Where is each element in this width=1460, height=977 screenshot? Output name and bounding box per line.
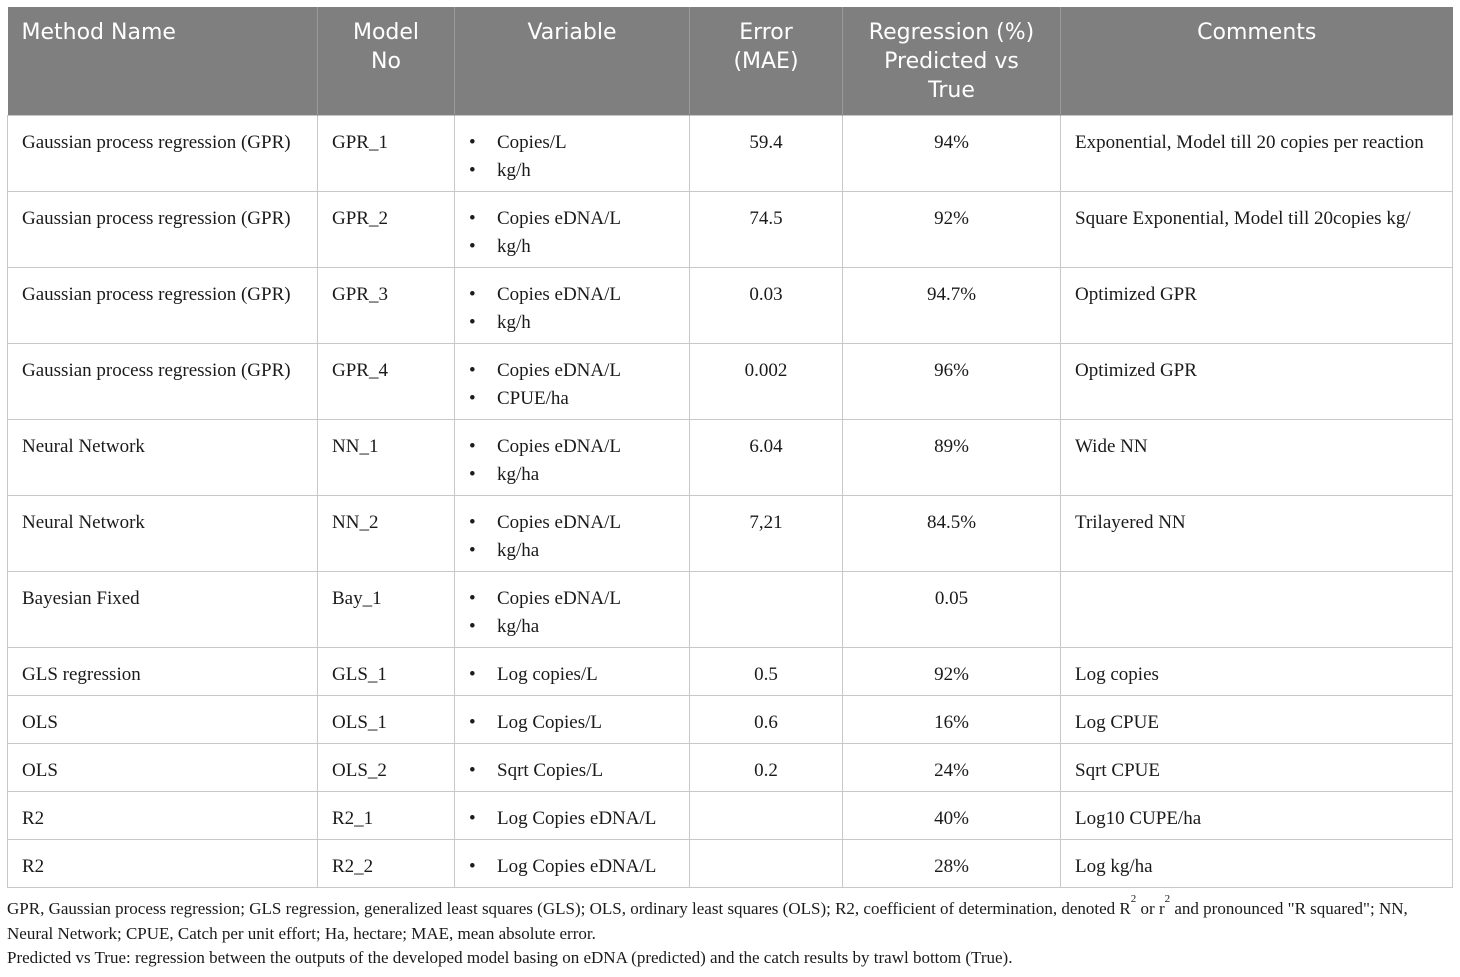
cell-error: 6.04 — [690, 420, 843, 496]
variable-item: • Copies eDNA/L — [469, 509, 675, 537]
footnote-abbreviations: GPR, Gaussian process regression; GLS regression, generalized least squares (GLS); OLS, ordinary least squares (OLS); R2, coefficient of determination, denoted $R^2$ or $r^2$ and pronounced "R squared"; NN, Neural Network; CPUE, Catch per unit effort; Ha, hectare; MAE, mean absolute error. — [7, 893, 1408, 943]
variable-item: • Copies eDNA/L — [469, 205, 675, 233]
cell-regression: 89% — [843, 420, 1061, 496]
cell-model: OLS_2 — [318, 744, 455, 792]
variable-item: • kg/h — [469, 233, 675, 261]
cell-comments: Log CPUE — [1061, 696, 1453, 744]
cell-method: Gaussian process regression (GPR) — [8, 268, 318, 344]
cell-regression: 84.5% — [843, 496, 1061, 572]
cell-model: OLS_1 — [318, 696, 455, 744]
table-footnote — [7, 893, 1457, 971]
cell-error: 0.5 — [690, 648, 843, 696]
cell-variable — [455, 696, 690, 744]
cell-regression: 94.7% — [843, 268, 1061, 344]
cell-method: Bayesian Fixed — [8, 572, 318, 648]
variable-item: • Log copies/L — [469, 661, 675, 689]
variable-item: • kg/ha — [469, 461, 675, 489]
footnote-predicted-vs-true: Predicted vs True: regression between the outputs of the developed model basing on eDNA (predicted) and the catch results by trawl bottom (True). — [7, 948, 1013, 967]
cell-variable — [455, 744, 690, 792]
table-row — [8, 116, 1453, 192]
table-row — [8, 696, 1453, 744]
cell-model: R2_2 — [318, 840, 455, 888]
variable-item: • Copies/L — [469, 129, 675, 157]
cell-model: GPR_4 — [318, 344, 455, 420]
cell-comments: Sqrt CPUE — [1061, 744, 1453, 792]
cell-error: 0.6 — [690, 696, 843, 744]
table-row — [8, 496, 1453, 572]
header-error: Error (MAE) — [690, 7, 843, 116]
header-regression: Regression (%) Predicted vs True — [843, 7, 1061, 116]
cell-error: 0.002 — [690, 344, 843, 420]
cell-method: Gaussian process regression (GPR) — [8, 192, 318, 268]
cell-comments: Optimized GPR — [1061, 344, 1453, 420]
cell-error — [690, 792, 843, 840]
variable-item: • Log Copies eDNA/L — [469, 805, 675, 833]
cell-regression: 94% — [843, 116, 1061, 192]
cell-error: 59.4 — [690, 116, 843, 192]
table-row — [8, 192, 1453, 268]
variable-item: • Sqrt Copies/L — [469, 757, 675, 785]
cell-model: GPR_3 — [318, 268, 455, 344]
cell-variable — [455, 192, 690, 268]
variable-item: • kg/h — [469, 309, 675, 337]
results-table-container — [7, 7, 1452, 888]
cell-method: Neural Network — [8, 420, 318, 496]
header-comments: Comments — [1061, 7, 1453, 116]
table-row — [8, 572, 1453, 648]
variable-item: • Copies eDNA/L — [469, 433, 675, 461]
cell-method: OLS — [8, 744, 318, 792]
cell-method: Gaussian process regression (GPR) — [8, 344, 318, 420]
cell-model: Bay_1 — [318, 572, 455, 648]
cell-method: GLS regression — [8, 648, 318, 696]
variable-item: • Copies eDNA/L — [469, 357, 675, 385]
table-row — [8, 792, 1453, 840]
cell-model: GPR_1 — [318, 116, 455, 192]
cell-regression: 28% — [843, 840, 1061, 888]
cell-variable — [455, 420, 690, 496]
cell-comments: Square Exponential, Model till 20copies kg/ — [1061, 192, 1453, 268]
cell-model: GLS_1 — [318, 648, 455, 696]
header-model-no: Model No — [318, 7, 455, 116]
variable-item: • kg/ha — [469, 613, 675, 641]
table-row — [8, 268, 1453, 344]
table-row — [8, 344, 1453, 420]
header-variable: Variable — [455, 7, 690, 116]
cell-variable — [455, 648, 690, 696]
cell-method: OLS — [8, 696, 318, 744]
variable-item: • kg/ha — [469, 537, 675, 565]
cell-comments — [1061, 572, 1453, 648]
variable-item: • kg/h — [469, 157, 675, 185]
cell-comments: Log10 CUPE/ha — [1061, 792, 1453, 840]
cell-variable — [455, 344, 690, 420]
cell-regression: 92% — [843, 648, 1061, 696]
cell-variable — [455, 572, 690, 648]
cell-model: R2_1 — [318, 792, 455, 840]
cell-variable — [455, 496, 690, 572]
cell-error: 0.03 — [690, 268, 843, 344]
cell-regression: 40% — [843, 792, 1061, 840]
cell-comments: Trilayered NN — [1061, 496, 1453, 572]
cell-comments: Log copies — [1061, 648, 1453, 696]
variable-item: • Log Copies/L — [469, 709, 675, 737]
cell-model: NN_1 — [318, 420, 455, 496]
cell-variable — [455, 268, 690, 344]
cell-regression: 24% — [843, 744, 1061, 792]
cell-comments: Exponential, Model till 20 copies per reaction — [1061, 116, 1453, 192]
cell-method: Neural Network — [8, 496, 318, 572]
header-method-name: Method Name — [8, 7, 318, 116]
cell-method: Gaussian process regression (GPR) — [8, 116, 318, 192]
cell-regression: 16% — [843, 696, 1061, 744]
cell-variable — [455, 116, 690, 192]
cell-model: GPR_2 — [318, 192, 455, 268]
cell-error — [690, 572, 843, 648]
cell-comments: Log kg/ha — [1061, 840, 1453, 888]
header-row — [8, 7, 1453, 116]
table-row — [8, 840, 1453, 888]
cell-regression: 96% — [843, 344, 1061, 420]
cell-error: 7,21 — [690, 496, 843, 572]
cell-regression: 92% — [843, 192, 1061, 268]
results-table — [7, 7, 1453, 888]
cell-comments: Wide NN — [1061, 420, 1453, 496]
variable-item: • Copies eDNA/L — [469, 585, 675, 613]
cell-regression: 0.05 — [843, 572, 1061, 648]
variable-item: • Log Copies eDNA/L — [469, 853, 675, 881]
cell-variable — [455, 840, 690, 888]
variable-item: • CPUE/ha — [469, 385, 675, 413]
cell-model: NN_2 — [318, 496, 455, 572]
cell-comments: Optimized GPR — [1061, 268, 1453, 344]
cell-method: R2 — [8, 792, 318, 840]
cell-variable — [455, 792, 690, 840]
variable-item: • Copies eDNA/L — [469, 281, 675, 309]
table-row — [8, 744, 1453, 792]
cell-error: 0.2 — [690, 744, 843, 792]
cell-error — [690, 840, 843, 888]
cell-error: 74.5 — [690, 192, 843, 268]
table-row — [8, 648, 1453, 696]
table-row — [8, 420, 1453, 496]
cell-method: R2 — [8, 840, 318, 888]
